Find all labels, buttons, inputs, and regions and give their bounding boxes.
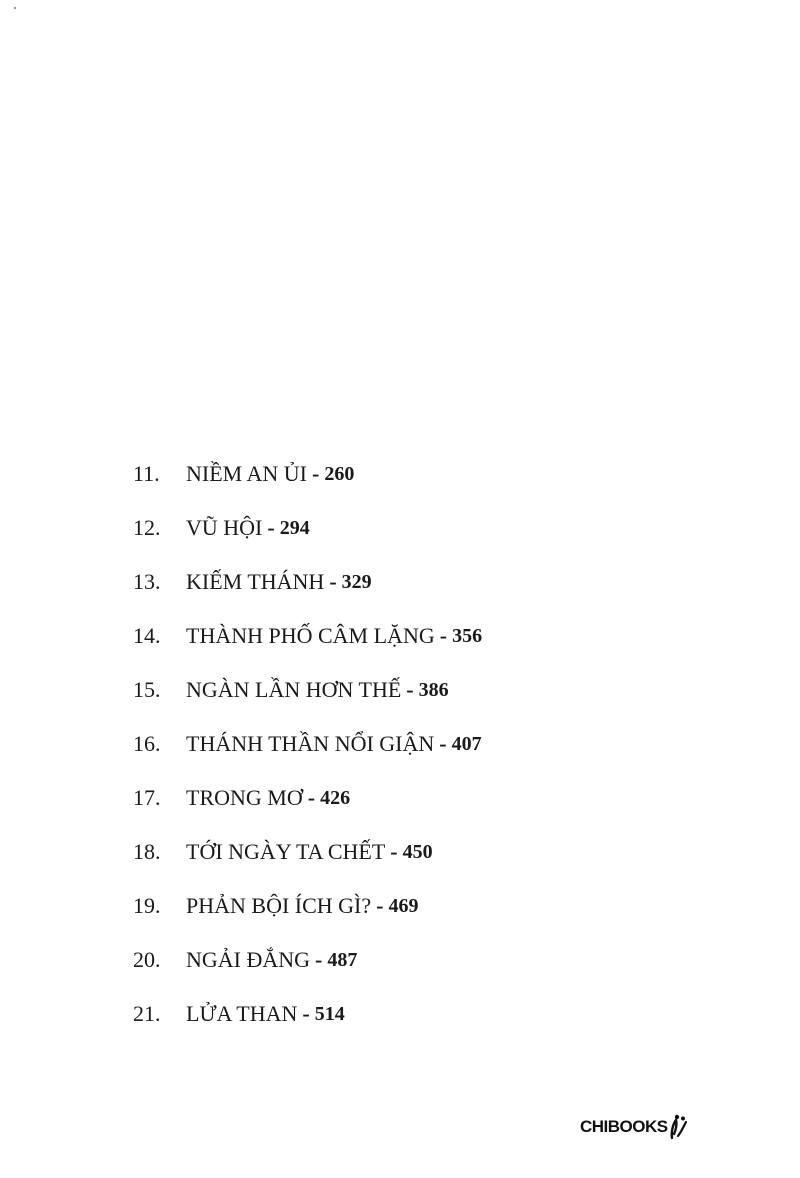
toc-entry: [133, 609, 693, 663]
toc-entry-page: 260: [324, 462, 355, 485]
toc-entry-title: TỚI NGÀY TA CHẾT: [186, 839, 386, 864]
toc-entry-separator: -: [267, 515, 275, 540]
toc-entry: [133, 879, 693, 933]
toc-entry: [133, 447, 693, 501]
toc-entry-title: NGÀN LẦN HƠN THẾ: [186, 677, 402, 702]
toc-entry: [133, 825, 693, 879]
toc-entry: [133, 933, 693, 987]
publisher-logo: [580, 1114, 689, 1140]
toc-entry-page: 356: [452, 624, 483, 647]
toc-entry-number: 20.: [133, 947, 161, 972]
toc-entry-page: 487: [327, 948, 358, 971]
toc-entry-title: VŨ HỘI: [186, 515, 263, 540]
toc-entry-separator: -: [307, 785, 316, 810]
toc-entry-number: 14.: [133, 623, 161, 648]
toc-entry-page: 294: [279, 516, 310, 539]
toc-entry-number: 21.: [133, 1001, 161, 1026]
toc-entry-title: TRONG MƠ: [186, 785, 303, 810]
toc-entry-number: 15.: [133, 677, 161, 702]
toc-entry: [133, 717, 693, 771]
toc-entry-page: 469: [388, 894, 419, 917]
toc-entry-number: 16.: [133, 731, 161, 756]
toc-entry-page: 329: [341, 570, 372, 593]
toc-entry: [133, 987, 693, 1041]
toc-entry-page: 407: [451, 732, 482, 755]
toc-entry-separator: -: [439, 731, 447, 756]
toc-entry-page: 450: [402, 840, 433, 863]
toc-entry-separator: -: [406, 677, 414, 702]
toc-entry-number: 11.: [133, 461, 160, 486]
toc-entry-number: 12.: [133, 515, 161, 540]
toc-entry: [133, 555, 693, 609]
toc-entry-separator: -: [315, 947, 323, 972]
toc-entry-number: 18.: [133, 839, 161, 864]
toc-entry-number: 17.: [133, 785, 161, 810]
scan-speck: [14, 7, 16, 9]
toc-entry-separator: -: [312, 461, 320, 486]
toc-entry: [133, 501, 693, 555]
toc-entry-title: THÁNH THẦN NỔI GIẬN: [186, 731, 435, 756]
toc-entry-page: 426: [320, 786, 351, 809]
publisher-logo-text: CHIBOOKS: [580, 1117, 668, 1136]
toc-entry-title: NGẢI ĐẮNG: [186, 947, 311, 972]
table-of-contents: [133, 447, 693, 1041]
toc-entry-separator: -: [329, 569, 337, 594]
chibooks-logo-mark-icon: [669, 1114, 689, 1140]
toc-entry-title: KIẾM THÁNH: [186, 569, 325, 594]
toc-entry-page: 514: [314, 1002, 345, 1025]
toc-entry-title: PHẢN BỘI ÍCH GÌ?: [186, 893, 372, 918]
toc-entry-separator: -: [302, 1001, 310, 1026]
toc-entry-number: 19.: [133, 893, 161, 918]
toc-entry: [133, 771, 693, 825]
toc-entry-separator: -: [376, 893, 384, 918]
toc-entry-number: 13.: [133, 569, 161, 594]
toc-entry-title: NIỀM AN ỦI: [186, 461, 307, 486]
toc-entry: [133, 663, 693, 717]
toc-entry-title: LỬA THAN: [186, 1001, 298, 1026]
toc-entry-title: THÀNH PHỐ CÂM LẶNG: [186, 623, 435, 648]
toc-entry-separator: -: [390, 839, 398, 864]
toc-entry-page: 386: [418, 678, 449, 701]
toc-entry-separator: -: [439, 623, 448, 648]
